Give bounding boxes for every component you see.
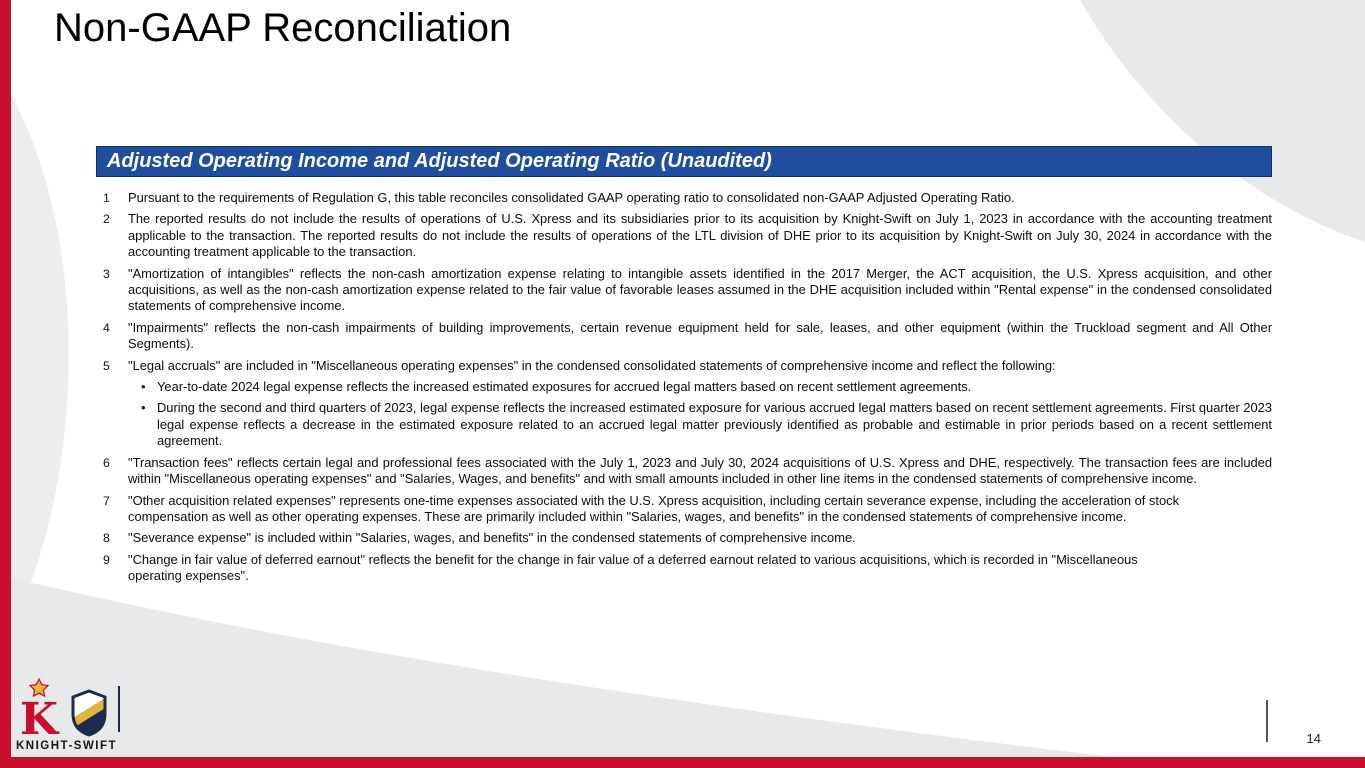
footnote-2: [96, 211, 1272, 260]
slide-title: Non-GAAP Reconciliation: [54, 6, 512, 50]
footnote-sub-bullet-2: [128, 400, 1272, 449]
knight-k-icon: [16, 678, 62, 738]
footnote-body: [128, 358, 1272, 450]
footnote-number: 3: [103, 266, 110, 281]
page-number: 14: [1306, 731, 1321, 746]
logo-divider: [118, 686, 120, 732]
footnote-text: "Severance expense" is included within "Salaries, wages, and benefits" in the condensed statements of comprehensive income.: [128, 530, 856, 546]
logo-wordmark: KNIGHT-SWIFT: [16, 740, 118, 752]
section-header-title: Adjusted Operating Income and Adjusted Operating Ratio (Unaudited): [107, 150, 772, 172]
footnote-text: "Transaction fees" reflects certain legal and professional fees associated with the July 1, 2023 and July 30, 2024 acquisitions of U.S. Xpress and DHE, respectively. The transaction fees are included within "Miscellaneous operating expenses" and "Salaries, Wages, and benefits" and with small amounts included in other line items in the condensed statements of comprehensive income.: [128, 454, 1272, 487]
bullet-icon: •: [141, 400, 146, 416]
footnote-text: The reported results do not include the results of operations of U.S. Xpress and its subsidiaries prior to its acquisition by Knight-Swift on July 1, 2023 in accordance with the accounting treatment applicable to the transaction. The reported results do not include the results of operations of the LTL division of DHE prior to its acquisition by Knight-Swift on July 30, 2024 in accordance with the accounting treatment applicable to the transaction.: [128, 211, 1272, 260]
knight-swift-logo: [16, 678, 120, 752]
svg-text:K: K: [19, 694, 59, 738]
footnotes-list: [96, 190, 1272, 585]
footnote-8: [96, 530, 1272, 546]
footnote-1: [96, 190, 1272, 206]
footnote-7: [96, 493, 1272, 526]
footnote-3: [96, 266, 1272, 315]
footnote-text: "Legal accruals" are included in "Miscellaneous operating expenses" in the condensed consolidated statements of comprehensive income and reflect the following:: [128, 357, 1056, 373]
bullet-icon: •: [141, 379, 146, 395]
footnote-text: "Impairments" reflects the non-cash impairments of building improvements, certain revenue equipment held for sale, leases, and other equipment (within the Truckload segment and All Other Segments).: [128, 319, 1272, 352]
footnote-sub-bullet-1: [128, 379, 1272, 395]
logo-row: [16, 678, 120, 738]
slide-content: [96, 146, 1272, 590]
footnote-number: 4: [103, 320, 110, 335]
bottom-accent-bar: [11, 757, 1365, 768]
sub-bullet-text: During the second and third quarters of 2023, legal expense reflects the increased estimated exposure for various accrued legal matters based on recent settlement agreements. First quarter 2023 legal expense reflects a decrease in the estimated exposure related to an accrued legal matter previously identified as probable and estimable in prior periods based on a recent settlement agreement.: [157, 400, 1272, 449]
footnote-4: [96, 320, 1272, 353]
page-number-divider: [1266, 700, 1268, 742]
shield-icon: [69, 688, 109, 738]
footnote-number: 8: [103, 531, 110, 546]
section-header-bar: [96, 146, 1272, 177]
footnote-number: 6: [103, 455, 110, 470]
footnote-text: "Amortization of intangibles" reflects the non-cash amortization expense relating to intangible assets identified in the 2017 Merger, the ACT acquisition, the U.S. Xpress acquisition, and other acquisitions, as well as the non-cash amortization expense related to the fair value of favorable leases assumed in the DHE acquisition included within "Rental expense" in the condensed consolidated statements of comprehensive income.: [128, 265, 1272, 314]
left-accent-bar: [0, 0, 11, 768]
footnote-text: "Change in fair value of deferred earnout" reflects the benefit for the change in fair value of a deferred earnout related to various acquisitions, which is recorded in "Miscellaneous operating expenses".: [128, 551, 1138, 584]
footnote-9: [96, 552, 1272, 585]
footnote-number: 5: [103, 358, 110, 373]
footnote-6: [96, 455, 1272, 488]
footnote-number: 2: [103, 212, 110, 227]
footnote-5: [96, 358, 1272, 450]
footnote-number: 1: [103, 191, 110, 205]
footnote-number: 9: [103, 552, 110, 567]
footnote-text: "Other acquisition related expenses" represents one-time expenses associated with the U.S. Xpress acquisition, including certain severance expense, including the acceleration of stock compensation as well as other operating expenses. These are primarily included within "Salaries, wages, and benefits" in the condensed statements of comprehensive income.: [128, 492, 1180, 524]
footnote-number: 7: [103, 493, 110, 508]
footnote-text: Pursuant to the requirements of Regulation G, this table reconciles consolidated GAAP operating ratio to consolidated non-GAAP Adjusted Operating Ratio.: [128, 190, 1015, 205]
sub-bullet-text: Year-to-date 2024 legal expense reflects the increased estimated exposures for accrued legal matters based on recent settlement agreements.: [157, 379, 972, 395]
